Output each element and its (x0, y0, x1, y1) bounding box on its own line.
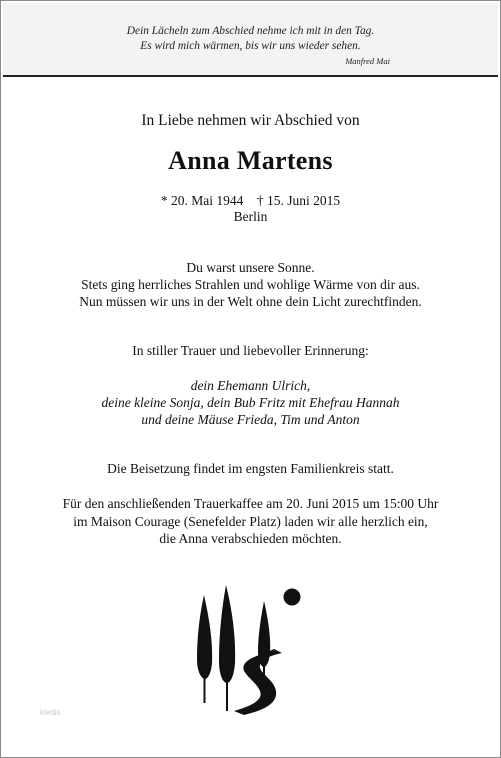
poem-line-2: Stets ging herrliches Strahlen und wohlige Wärme von dir aus. (81, 277, 420, 292)
epigraph-line-1: Dein Lächeln zum Abschied nehme ich mit in den Tag. (126, 25, 375, 37)
epigraph-author: Manfred Mai (345, 56, 390, 66)
memorial-poem (0, 259, 501, 310)
mourner-line-1: dein Ehemann Ulrich, (190, 378, 311, 393)
epigraph-text (0, 24, 501, 54)
deceased-name: Anna Martens (168, 146, 333, 175)
burial-notice: Die Beisetzung findet im engsten Familienkreis statt. (107, 461, 394, 476)
place: Berlin (233, 209, 268, 224)
coffee-line-1: Für den anschließenden Trauerkaffee am 20. Juni 2015 um 15:00 Uhr (62, 496, 439, 511)
life-dates: * 20. Mai 1944 † 15. Juni 2015 (160, 193, 341, 208)
epigraph-line-2: Es wird mich wärmen, bis wir uns wieder sehen. (140, 40, 361, 52)
coffee-line-3: die Anna verabschieden möchten. (159, 531, 342, 546)
mourner-line-3: und deine Mäuse Frieda, Tim und Anton (141, 412, 360, 427)
life-dates-block (0, 193, 501, 225)
mourners-intro: In stiller Trauer und liebevoller Erinnerung: (132, 343, 369, 358)
poem-line-1: Du warst unsere Sonne. (186, 260, 315, 275)
coffee-line-2: im Maison Courage (Senefelder Platz) laden wir alle herzlich ein, (73, 513, 428, 529)
cypress-trees-sun-icon (186, 583, 306, 718)
mourner-line-2: deine kleine Sonja, dein Bub Fritz mit Ehefrau Hannah (101, 395, 400, 410)
poem-line-3: Nun müssen wir uns in der Welt ohne dein Licht zurechtfinden. (79, 294, 422, 309)
watermark: kledis (40, 708, 61, 717)
coffee-notice (0, 495, 501, 548)
mourners-list (0, 377, 501, 428)
announcement-intro: In Liebe nehmen wir Abschied von (141, 112, 360, 129)
